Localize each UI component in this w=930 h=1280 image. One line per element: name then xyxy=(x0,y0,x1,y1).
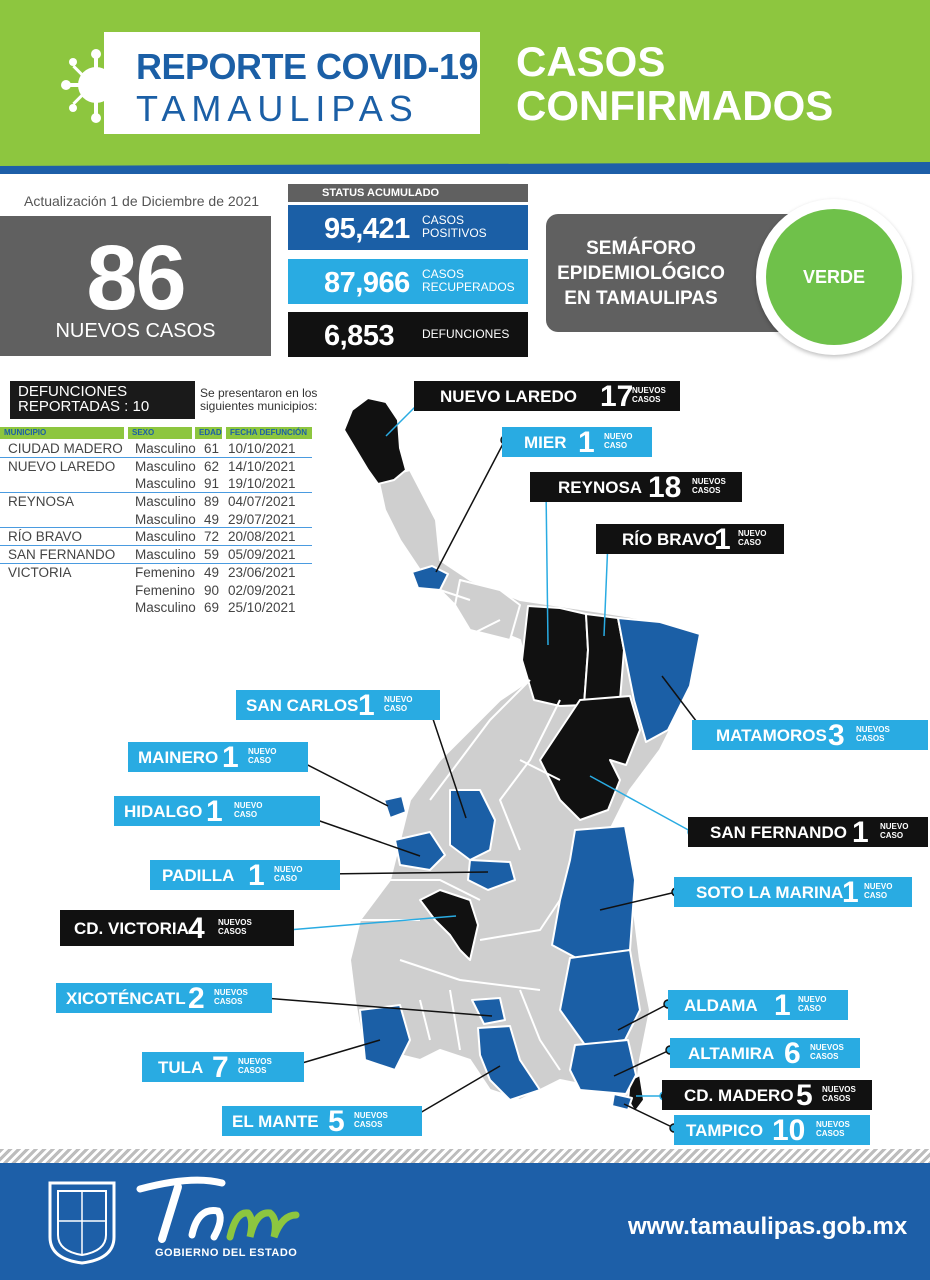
municipio-name: REYNOSA xyxy=(558,478,643,497)
label-rio-bravo xyxy=(596,524,784,554)
municipio-count: 1 xyxy=(842,876,859,909)
cell-sexo: Masculino xyxy=(135,547,196,563)
municipio-note: NUEVOS CASOS xyxy=(856,725,890,743)
cell-edad: 90 xyxy=(204,582,220,598)
section-title-line1: CASOS xyxy=(516,38,666,85)
map-mainero xyxy=(384,796,406,818)
cell-fecha: 02/09/2021 xyxy=(228,582,296,598)
stat-value: 87,966 xyxy=(324,267,410,299)
municipio-count: 6 xyxy=(784,1037,801,1070)
stat-deaths xyxy=(288,312,528,357)
section-title-line2: CONFIRMADOS xyxy=(516,82,834,129)
stat-label: DEFUNCIONES xyxy=(422,327,510,341)
footer xyxy=(0,1163,930,1280)
stat-label: CASOS POSITIVOS xyxy=(422,213,487,240)
cell-fecha: 14/10/2021 xyxy=(228,458,296,474)
stat-value: 95,421 xyxy=(324,213,410,245)
map-base xyxy=(350,470,700,1100)
header-stripe xyxy=(0,158,930,174)
cell-municipio: NUEVO LAREDO xyxy=(8,458,116,474)
report-subtitle: TAMAULIPAS xyxy=(136,88,419,129)
municipio-note: NUEVOS CASOS xyxy=(354,1111,388,1129)
cell-fecha: 25/10/2021 xyxy=(228,600,296,616)
cell-sexo: Masculino xyxy=(135,458,196,474)
cell-sexo: Masculino xyxy=(135,529,196,545)
label-nuevo-laredo xyxy=(414,381,680,411)
municipio-note: NUEVOS CASOS xyxy=(816,1120,850,1138)
semaforo-level: VERDE xyxy=(766,209,902,345)
municipio-name: SAN CARLOS xyxy=(246,696,359,715)
municipio-name: TULA xyxy=(158,1058,204,1077)
label-cd-victoria xyxy=(60,910,294,946)
cell-edad: 49 xyxy=(204,511,220,527)
cell-fecha: 20/08/2021 xyxy=(228,529,296,545)
cell-fecha: 10/10/2021 xyxy=(228,441,296,456)
municipio-count: 1 xyxy=(206,795,223,828)
cell-edad: 62 xyxy=(204,458,220,474)
municipio-name: EL MANTE xyxy=(232,1112,319,1131)
municipio-note: NUEVO CASO xyxy=(604,432,633,450)
municipio-count: 2 xyxy=(188,982,205,1015)
municipio-count: 10 xyxy=(772,1114,806,1147)
deaths-note: Se presentaron en los siguientes municipios: xyxy=(200,386,318,413)
municipio-name: MAINERO xyxy=(138,748,219,767)
municipio-count: 1 xyxy=(714,523,731,556)
municipio-name: ALTAMIRA xyxy=(688,1044,775,1063)
municipio-note: NUEVOS CASOS xyxy=(822,1085,856,1103)
label-padilla xyxy=(150,860,340,890)
label-mainero xyxy=(128,742,308,772)
municipio-count: 1 xyxy=(222,741,239,774)
map-nuevo-laredo xyxy=(344,398,406,484)
municipio-count: 7 xyxy=(212,1051,229,1084)
municipio-note: NUEVO CASO xyxy=(798,995,827,1013)
stat-recovered xyxy=(288,259,528,304)
municipio-name: SOTO LA MARINA xyxy=(696,883,844,902)
label-mier xyxy=(502,427,652,457)
semaforo-title: SEMÁFORO EPIDEMIOLÓGICO EN TAMAULIPAS xyxy=(557,238,725,309)
municipio-name: XICOTÉNCATL xyxy=(66,989,186,1008)
municipio-count: 1 xyxy=(774,989,791,1022)
municipio-name: PADILLA xyxy=(162,866,235,885)
municipio-count: 18 xyxy=(648,471,682,504)
cell-edad: 49 xyxy=(204,564,220,580)
municipio-note: NUEVOS CASOS xyxy=(810,1043,844,1061)
municipio-name: SAN FERNANDO xyxy=(710,823,847,842)
deaths-title: DEFUNCIONES REPORTADAS : 10 xyxy=(10,381,195,419)
cell-sexo: Masculino xyxy=(135,494,196,510)
map-altamira xyxy=(570,1040,636,1094)
municipio-note: NUEVO CASO xyxy=(864,882,893,900)
municipio-name: MATAMOROS xyxy=(716,726,827,745)
report-title: REPORTE COVID-19 xyxy=(136,46,479,87)
cell-edad: 61 xyxy=(204,441,220,456)
website-link[interactable]: www.tamaulipas.gob.mx xyxy=(628,1213,908,1240)
new-cases-label: NUEVOS CASOS xyxy=(55,320,216,342)
label-tampico xyxy=(674,1115,870,1145)
municipio-count: 5 xyxy=(328,1105,345,1138)
new-cases-box xyxy=(0,216,271,356)
cell-municipio: VICTORIA xyxy=(8,564,72,580)
col-fecha: FECHA DEFUNCIÓN xyxy=(226,427,312,439)
cell-edad: 69 xyxy=(204,600,220,616)
municipio-note: NUEVO CASO xyxy=(248,747,277,765)
label-tula xyxy=(142,1052,304,1082)
cell-sexo: Masculino xyxy=(135,511,196,527)
municipio-note: NUEVO CASO xyxy=(274,865,303,883)
label-matamoros xyxy=(692,720,928,750)
municipio-count: 4 xyxy=(188,912,205,945)
col-sexo: SEXO xyxy=(128,427,192,439)
municipio-note: NUEVO CASO xyxy=(880,822,909,840)
cell-fecha: 19/10/2021 xyxy=(228,476,296,492)
label-hidalgo xyxy=(114,796,320,826)
municipio-count: 1 xyxy=(852,816,869,849)
municipio-name: CD. VICTORIA xyxy=(74,919,189,938)
col-edad: EDAD xyxy=(195,427,222,439)
municipio-name: TAMPICO xyxy=(686,1121,764,1140)
label-xicotencatl xyxy=(56,983,272,1013)
municipio-count: 3 xyxy=(828,719,845,752)
leader-mier xyxy=(436,440,505,572)
municipio-note: NUEVOS CASOS xyxy=(238,1057,272,1075)
municipio-name: ALDAMA xyxy=(684,996,758,1015)
cell-edad: 72 xyxy=(204,529,220,545)
municipio-name: MIER xyxy=(524,433,567,452)
cell-sexo: Masculino xyxy=(135,476,196,492)
municipio-name: NUEVO LAREDO xyxy=(440,387,577,406)
cell-fecha: 05/09/2021 xyxy=(228,547,296,563)
municipio-name: HIDALGO xyxy=(124,802,203,821)
municipio-name: CD. MADERO xyxy=(684,1086,794,1105)
municipio-name: RÍO BRAVO xyxy=(622,530,718,549)
footer-stripe xyxy=(0,1149,930,1163)
new-cases-number: 86 xyxy=(86,227,185,329)
cell-sexo: Masculino xyxy=(135,600,196,616)
label-soto-la-marina xyxy=(674,877,912,907)
label-aldama xyxy=(668,990,848,1020)
cell-municipio: SAN FERNANDO xyxy=(8,547,116,563)
cell-edad: 59 xyxy=(204,547,220,563)
cell-edad: 89 xyxy=(204,494,220,510)
cell-municipio: CIUDAD MADERO xyxy=(8,441,123,456)
status-title: STATUS ACUMULADO xyxy=(288,184,528,202)
label-san-carlos xyxy=(236,690,440,720)
label-cd-madero xyxy=(662,1080,872,1110)
cell-fecha: 04/07/2021 xyxy=(228,494,296,510)
cell-sexo: Femenino xyxy=(135,564,196,580)
government-label: GOBIERNO DEL ESTADO xyxy=(155,1247,298,1259)
municipio-note: NUEVOS CASOS xyxy=(692,477,726,495)
cell-municipio: RÍO BRAVO xyxy=(8,529,83,545)
label-el-mante xyxy=(222,1106,422,1136)
map-reynosa xyxy=(522,606,588,706)
municipio-note: NUEVOS CASOS xyxy=(632,386,666,404)
stat-positive xyxy=(288,205,528,250)
municipio-count: 1 xyxy=(578,426,595,459)
municipio-count: 17 xyxy=(600,380,634,413)
municipio-count: 1 xyxy=(358,689,375,722)
col-municipio: MUNICIPIO xyxy=(0,427,124,439)
cell-municipio: REYNOSA xyxy=(8,494,75,510)
stat-label: CASOS RECUPERADOS xyxy=(422,267,515,294)
cell-edad: 91 xyxy=(204,476,220,492)
municipio-count: 5 xyxy=(796,1079,813,1112)
cell-fecha: 29/07/2021 xyxy=(228,511,296,527)
map-tula xyxy=(360,1005,410,1070)
municipio-count: 1 xyxy=(248,859,265,892)
tam-logo-icon xyxy=(132,1175,302,1245)
municipio-note: NUEVOS CASOS xyxy=(218,918,252,936)
municipio-note: NUEVOS CASOS xyxy=(214,988,248,1006)
report-title-box xyxy=(104,32,480,134)
cell-sexo: Femenino xyxy=(135,582,196,598)
stat-value: 6,853 xyxy=(324,320,395,352)
cell-sexo: Masculino xyxy=(135,441,196,456)
cell-fecha: 23/06/2021 xyxy=(228,564,296,580)
section-title xyxy=(516,40,833,128)
municipio-note: NUEVO CASO xyxy=(384,695,413,713)
municipio-note: NUEVO CASO xyxy=(738,529,767,547)
label-altamira xyxy=(670,1038,860,1068)
map-tampico xyxy=(612,1094,632,1110)
update-date: Actualización 1 de Diciembre de 2021 xyxy=(24,193,260,209)
municipio-note: NUEVO CASO xyxy=(234,801,263,819)
label-reynosa xyxy=(530,472,742,502)
state-seal-icon xyxy=(44,1177,120,1265)
label-san-fernando xyxy=(688,817,928,847)
